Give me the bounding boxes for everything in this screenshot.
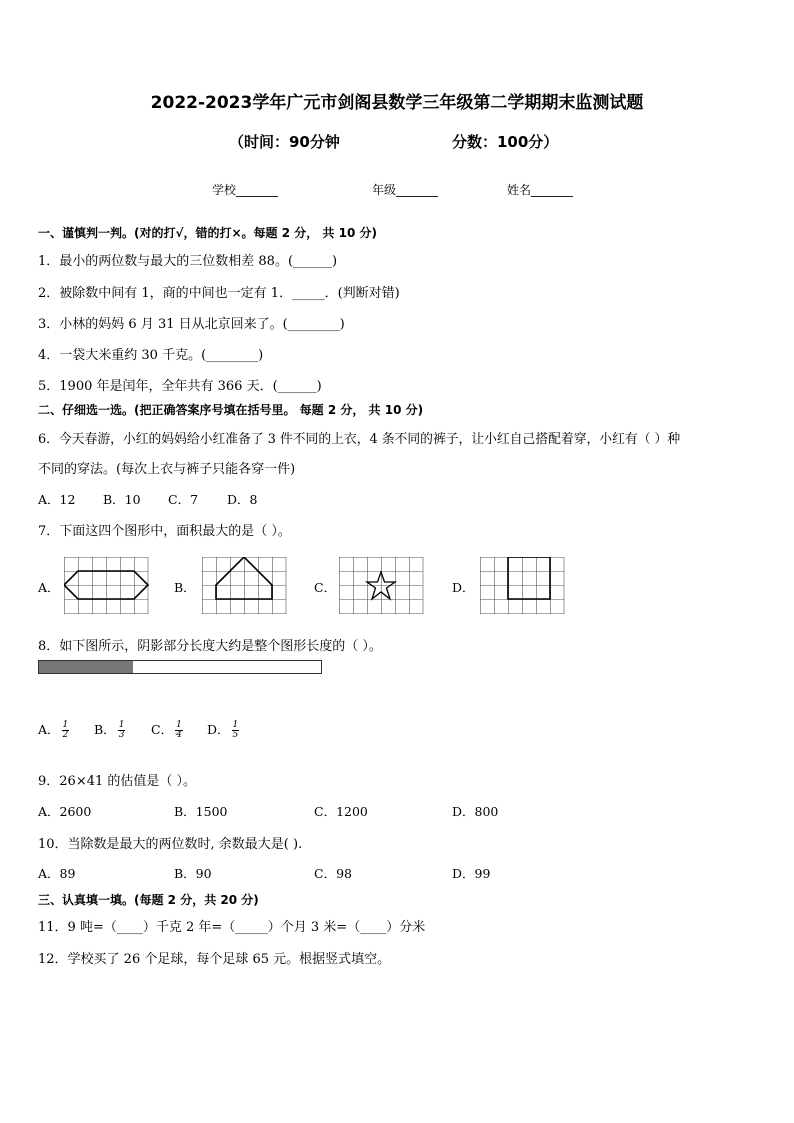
q6-option-b: B．10 <box>103 492 141 507</box>
q8-option-d-label: D． <box>207 722 230 737</box>
fraction-c <box>175 721 183 740</box>
q10-option-d: D．99 <box>452 866 491 881</box>
q9-option-a: A．2600 <box>38 804 92 819</box>
q7-figure-b <box>202 557 290 615</box>
q7-option-a: A． <box>38 580 60 595</box>
fraction-d-denominator: 5 <box>232 730 239 740</box>
section1-heading: 一、谨慎判一判。(对的打√，错的打×。每题 2 分， 共 10 分) <box>38 226 377 240</box>
question-4: 4．一袋大米重约 30 千克。(________) <box>38 348 264 363</box>
grid-lines <box>480 557 564 614</box>
fraction-b-numerator: 1 <box>118 720 125 730</box>
grid-lines <box>339 557 423 614</box>
q7-figure-c <box>339 557 427 615</box>
question-11: 11．9 吨=（____）千克 2 年=（_____）个月 3 米=（____）分米 <box>38 920 426 935</box>
hexagon-shape <box>64 571 148 599</box>
q8-option-a-label: A． <box>38 722 60 737</box>
fraction-c-numerator: 1 <box>176 720 182 730</box>
q10-option-b: B．90 <box>174 866 212 881</box>
section3-heading: 三、认真填一填。(每题 2 分，共 20 分) <box>38 893 259 907</box>
length-bar <box>38 660 322 674</box>
rectangle-shape <box>508 557 550 599</box>
section2-heading: 二、仔细选一选。(把正确答案序号填在括号里。 每题 2 分， 共 10 分) <box>38 403 424 417</box>
exam-score: 分数：100分） <box>452 133 559 151</box>
q10-option-c: C．98 <box>314 866 352 881</box>
q7-option-b: B． <box>174 580 196 595</box>
fraction-d-numerator: 1 <box>232 720 239 730</box>
fraction-a <box>62 721 70 740</box>
shaded-part <box>39 661 133 673</box>
question-3: 3．小林的妈妈 6 月 31 日从北京回来了。(________) <box>38 317 345 332</box>
fraction-d <box>232 721 240 740</box>
question-10: 10．当除数是最大的两位数时, 余数最大是( ). <box>38 837 303 852</box>
q8-option-b <box>94 720 125 740</box>
q6-option-d: D．8 <box>227 492 258 507</box>
exam-time: （时间：90分钟 <box>229 133 340 151</box>
page-title: 2022-2023学年广元市剑阁县数学三年级第二学期期末监测试题 <box>150 93 644 113</box>
q7-figure-a <box>64 557 152 615</box>
q6-option-a: A．12 <box>38 492 76 507</box>
question-2: 2．被除数中间有 1，商的中间也一定有 1．_____．(判断对错) <box>38 286 400 301</box>
question-1: 1．最小的两位数与最大的三位数相差 88。(______) <box>38 254 338 269</box>
q7-option-d: D． <box>452 580 475 595</box>
grade-field: 年级_______ <box>372 183 439 197</box>
q7-option-c: C． <box>314 580 337 595</box>
question-8: 8．如下图所示，阴影部分长度大约是整个图形长度的（ ）。 <box>38 639 382 654</box>
q6-option-c: C．7 <box>168 492 199 507</box>
question-12: 12．学校买了 26 个足球，每个足球 65 元。根据竖式填空。 <box>38 952 391 967</box>
grid-lines <box>202 557 286 614</box>
question-5: 5．1900 年是闰年，全年共有 366 天．(______) <box>38 379 322 394</box>
fraction-a-denominator: 2 <box>62 730 69 740</box>
grid-lines <box>64 557 148 614</box>
question-7: 7．下面这四个图形中，面积最大的是（ ）。 <box>38 524 291 539</box>
pentagon-shape <box>216 557 272 599</box>
fraction-b-denominator: 3 <box>118 730 125 740</box>
q8-option-d <box>207 720 239 740</box>
school-field: 学校_______ <box>212 183 279 197</box>
question-6-line1: 6．今天春游，小红的妈妈给小红准备了 3 件不同的上衣，4 条不同的裤子，让小红自己搭配着穿，小红有（ ）种 <box>38 432 681 447</box>
question-6-line2: 不同的穿法。(每次上衣与裤子只能各穿一件) <box>38 462 296 477</box>
q8-option-c-label: C． <box>151 722 174 737</box>
fraction-a-numerator: 1 <box>62 720 69 730</box>
name-field: 姓名_______ <box>507 183 574 197</box>
q8-option-a <box>38 720 69 740</box>
q10-option-a: A．89 <box>38 866 76 881</box>
question-9: 9．26×41 的估值是（ ）。 <box>38 774 197 789</box>
fraction-b <box>118 721 126 740</box>
q9-option-b: B．1500 <box>174 804 228 819</box>
q9-option-d: D．800 <box>452 804 499 819</box>
fraction-c-denominator: 4 <box>176 730 182 740</box>
q8-option-b-label: B． <box>94 722 116 737</box>
q7-figure-d <box>480 557 568 615</box>
q9-option-c: C．1200 <box>314 804 368 819</box>
q8-option-c <box>151 720 183 740</box>
